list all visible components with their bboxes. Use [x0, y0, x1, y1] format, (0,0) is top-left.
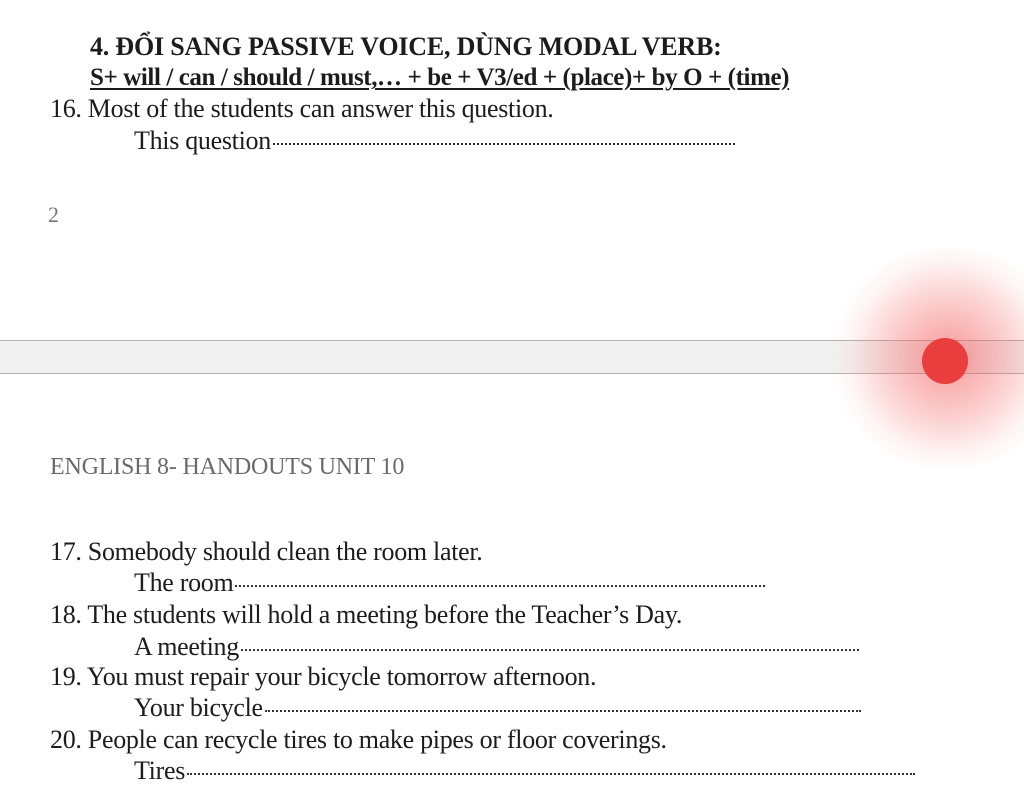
answer-blank[interactable]: [241, 648, 859, 651]
exercise-16-answer-line[interactable]: [134, 126, 735, 156]
passive-formula: S+ will / can / should / must,… + be + V3/ed + (place)+ by O + (time): [90, 64, 790, 91]
exercise-16-question: 16. Most of the students can answer this question.: [50, 94, 554, 123]
exercise-18-answer-line[interactable]: [134, 632, 859, 662]
answer-blank[interactable]: [265, 709, 861, 712]
exercise-17-question: 17. Somebody should clean the room later.: [50, 537, 483, 566]
exercise-20-question: 20. People can recycle tires to make pipes or floor coverings.: [50, 725, 667, 754]
exercise-18-question: 18. The students will hold a meeting before the Teacher’s Day.: [50, 600, 683, 629]
exercise-19-answer-start: Your bicycle: [134, 693, 263, 722]
page-number: 2: [48, 202, 59, 227]
section-heading: 4. ĐỔI SANG PASSIVE VOICE, DÙNG MODAL VERB:: [90, 32, 722, 61]
exercise-16-answer-start: This question: [134, 126, 271, 155]
exercise-20-answer-start: Tires: [134, 756, 186, 785]
exercise-17-answer-line[interactable]: [134, 568, 765, 598]
exercise-19-question: 19. You must repair your bicycle tomorrow afternoon.: [50, 662, 597, 691]
exercise-19-answer-line[interactable]: [134, 693, 861, 723]
exercise-17-answer-start: The room: [134, 568, 234, 597]
exercise-20-answer-line[interactable]: [134, 756, 915, 786]
answer-blank[interactable]: [187, 772, 915, 775]
page-header: ENGLISH 8- HANDOUTS UNIT 10: [50, 454, 405, 480]
answer-blank[interactable]: [235, 584, 765, 587]
exercise-18-answer-start: A meeting: [134, 632, 239, 661]
answer-blank[interactable]: [273, 142, 735, 145]
cursor-pointer-dot: [922, 338, 968, 384]
